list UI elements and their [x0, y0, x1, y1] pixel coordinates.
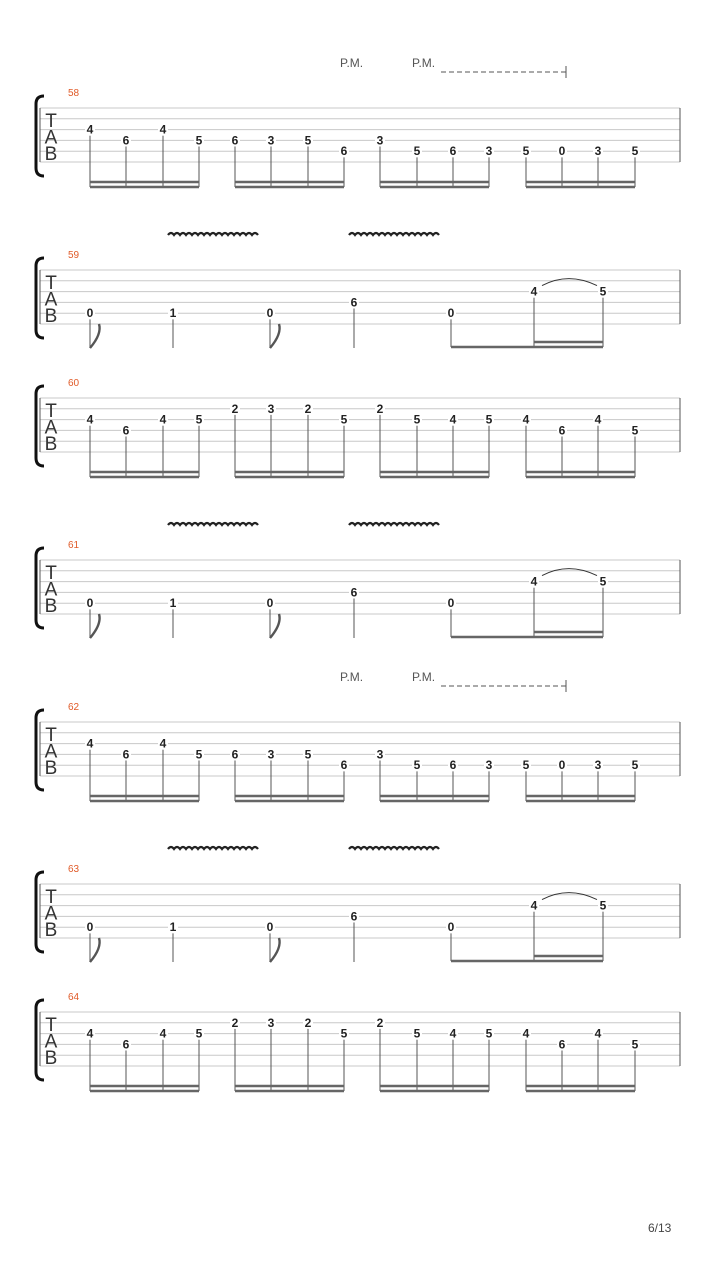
fret-number: 6 [350, 909, 358, 924]
fret-number: 6 [350, 295, 358, 310]
vibrato-mark [349, 847, 439, 849]
fret-number: 5 [195, 412, 203, 427]
fret-number: 4 [159, 1026, 167, 1041]
page-number: 6/13 [648, 1221, 672, 1235]
fret-number: 4 [86, 412, 94, 427]
tab-clef-letter: A [44, 579, 58, 601]
tab-clef-letter: B [44, 1048, 58, 1069]
note-flag [90, 614, 100, 638]
fret-number: 0 [86, 306, 94, 321]
fret-number: 3 [376, 747, 384, 762]
palm-mute-label: P.M. [340, 670, 364, 684]
tab-clef-letter: A [44, 417, 58, 439]
fret-number: 2 [304, 1015, 312, 1030]
tab-clef-letter: A [44, 289, 58, 311]
fret-number: 4 [530, 574, 538, 589]
fret-number: 5 [485, 412, 493, 427]
fret-number: 4 [530, 898, 538, 913]
measure-number: 63 [68, 864, 80, 875]
fret-number: 0 [86, 596, 94, 611]
fret-number: 5 [340, 1026, 348, 1041]
fret-number: 2 [231, 1015, 239, 1030]
tab-clef-letter: A [44, 903, 58, 925]
fret-number: 5 [599, 284, 607, 299]
tab-clef-letter: T [45, 1015, 57, 1036]
note-flag [90, 324, 100, 348]
fret-number: 6 [231, 133, 239, 148]
measure-number: 61 [68, 540, 80, 551]
fret-number: 0 [266, 920, 274, 935]
fret-number: 6 [122, 133, 130, 148]
fret-number: 3 [485, 758, 493, 773]
fret-number: 6 [558, 1037, 566, 1052]
measure-number: 60 [68, 378, 80, 389]
fret-number: 0 [558, 144, 566, 159]
note-flag [90, 938, 100, 962]
fret-number: 4 [86, 1026, 94, 1041]
fret-number: 2 [304, 401, 312, 416]
fret-number: 0 [447, 306, 455, 321]
fret-number: 6 [340, 758, 348, 773]
tie-arc [542, 279, 597, 286]
fret-number: 4 [449, 1026, 457, 1041]
fret-number: 5 [522, 144, 530, 159]
vibrato-mark [349, 233, 439, 235]
vibrato-mark [168, 233, 258, 235]
fret-number: 6 [449, 758, 457, 773]
fret-number: 5 [485, 1026, 493, 1041]
fret-number: 1 [169, 920, 177, 935]
fret-number: 5 [631, 144, 639, 159]
tab-clef-letter: A [44, 127, 58, 149]
fret-number: 0 [266, 596, 274, 611]
fret-number: 5 [631, 423, 639, 438]
fret-number: 5 [413, 412, 421, 427]
fret-number: 0 [558, 758, 566, 773]
fret-number: 5 [413, 1026, 421, 1041]
fret-number: 6 [122, 747, 130, 762]
fret-number: 4 [522, 412, 530, 427]
fret-number: 2 [376, 1015, 384, 1030]
note-flag [270, 324, 280, 348]
fret-number: 4 [449, 412, 457, 427]
tab-clef-letter: B [44, 920, 58, 941]
fret-number: 0 [447, 920, 455, 935]
tab-clef-letter: A [44, 741, 58, 763]
fret-number: 0 [266, 306, 274, 321]
fret-number: 5 [413, 758, 421, 773]
fret-number: 4 [159, 122, 167, 137]
fret-number: 5 [304, 747, 312, 762]
palm-mute-label: P.M. [412, 670, 436, 684]
fret-number: 3 [594, 758, 602, 773]
fret-number: 4 [159, 736, 167, 751]
fret-number: 4 [530, 284, 538, 299]
fret-number: 6 [122, 1037, 130, 1052]
measure-number: 64 [68, 992, 80, 1003]
tab-clef-letter: B [44, 306, 58, 327]
fret-number: 0 [86, 920, 94, 935]
fret-number: 5 [195, 1026, 203, 1041]
vibrato-mark [168, 523, 258, 525]
tab-clef-letter: T [45, 401, 57, 422]
fret-number: 0 [447, 596, 455, 611]
measure-number: 62 [68, 702, 80, 713]
tie-arc [542, 893, 597, 900]
fret-number: 5 [599, 898, 607, 913]
fret-number: 5 [413, 144, 421, 159]
tab-clef-letter: B [44, 144, 58, 165]
fret-number: 6 [340, 144, 348, 159]
fret-number: 5 [631, 1037, 639, 1052]
note-flag [270, 938, 280, 962]
tab-clef-letter: T [45, 887, 57, 908]
fret-number: 3 [267, 747, 275, 762]
fret-number: 4 [522, 1026, 530, 1041]
fret-number: 2 [376, 401, 384, 416]
fret-number: 4 [86, 122, 94, 137]
fret-number: 3 [267, 133, 275, 148]
fret-number: 3 [485, 144, 493, 159]
fret-number: 1 [169, 306, 177, 321]
fret-number: 1 [169, 596, 177, 611]
note-flag [270, 614, 280, 638]
palm-mute-label: P.M. [412, 56, 436, 70]
fret-number: 5 [599, 574, 607, 589]
fret-number: 3 [267, 1015, 275, 1030]
fret-number: 4 [159, 412, 167, 427]
fret-number: 6 [122, 423, 130, 438]
fret-number: 5 [340, 412, 348, 427]
fret-number: 6 [231, 747, 239, 762]
fret-number: 5 [304, 133, 312, 148]
tab-clef-letter: B [44, 434, 58, 455]
tab-clef-letter: T [45, 111, 57, 132]
tab-clef-letter: T [45, 273, 57, 294]
fret-number: 6 [350, 585, 358, 600]
fret-number: 4 [86, 736, 94, 751]
fret-number: 3 [376, 133, 384, 148]
tab-clef-letter: B [44, 758, 58, 779]
fret-number: 2 [231, 401, 239, 416]
fret-number: 5 [195, 747, 203, 762]
fret-number: 5 [522, 758, 530, 773]
tab-clef-letter: T [45, 725, 57, 746]
fret-number: 4 [594, 412, 602, 427]
fret-number: 4 [594, 1026, 602, 1041]
fret-number: 6 [558, 423, 566, 438]
fret-number: 5 [195, 133, 203, 148]
measure-number: 58 [68, 88, 80, 99]
palm-mute-label: P.M. [340, 56, 364, 70]
measure-number: 59 [68, 250, 80, 261]
tie-arc [542, 569, 597, 576]
tab-clef-letter: T [45, 563, 57, 584]
fret-number: 6 [449, 144, 457, 159]
tab-clef-letter: B [44, 596, 58, 617]
fret-number: 3 [594, 144, 602, 159]
fret-number: 3 [267, 401, 275, 416]
tab-clef-letter: A [44, 1031, 58, 1053]
vibrato-mark [168, 847, 258, 849]
fret-number: 5 [631, 758, 639, 773]
vibrato-mark [349, 523, 439, 525]
